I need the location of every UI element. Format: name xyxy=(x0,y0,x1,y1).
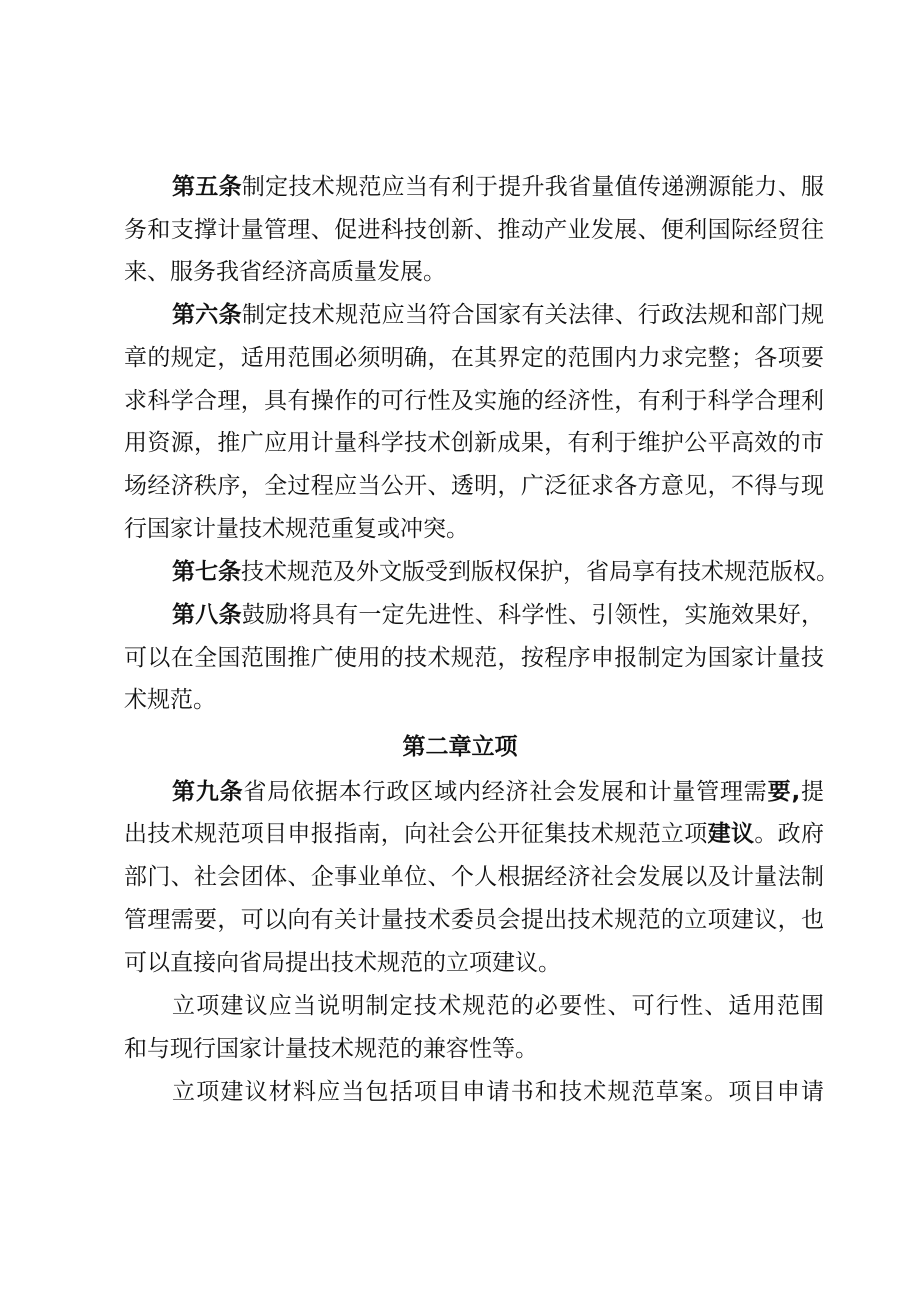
article-9-line-3: 部门、社会团体、企事业单位、个人根据经济社会发展以及计量法制 xyxy=(124,864,824,890)
proposal-content-line-2: 和与现行国家计量技术规范的兼容性等。 xyxy=(124,1036,538,1062)
article-8-text: 鼓励将具有一定先进性、科学性、引领性，实施效果好， xyxy=(241,602,825,628)
article-8-line-1 xyxy=(172,600,824,630)
article-6-text: 制定技术规范应当符合国家有关法律、行政法规和部门规 xyxy=(241,302,825,328)
article-7-heading: 第七条 xyxy=(172,559,241,585)
article-5-line-3: 来、服务我省经济高质量发展。 xyxy=(124,259,446,285)
proposal-content-line-1: 立项建议应当说明制定技术规范的必要性、可行性、适用范围 xyxy=(172,993,824,1019)
article-9-line-2 xyxy=(124,819,824,849)
article-9-text-a: 省局依据本行政区域内经济社会发展和计量管理需 xyxy=(243,779,768,805)
article-9-line-2-c: 。政府 xyxy=(754,821,825,847)
article-7-line-1 xyxy=(172,557,839,587)
article-5-heading: 第五条 xyxy=(172,174,242,200)
article-6-line-2: 章的规定，适用范围必须明确，在其界定的范围内力求完整；各项要 xyxy=(124,345,824,371)
article-8-line-2: 可以在全国范围推广使用的技术规范，按程序申报制定为国家计量技 xyxy=(124,645,824,671)
article-6-line-1 xyxy=(172,300,824,330)
article-9-text-c: 提 xyxy=(800,779,825,805)
article-6-line-4: 用资源，推广应用计量科学技术创新成果，有利于维护公平高效的市 xyxy=(124,430,824,456)
article-8-line-3: 术规范。 xyxy=(124,687,216,713)
article-6-line-6: 行国家计量技术规范重复或冲突。 xyxy=(124,516,469,542)
article-8-heading: 第八条 xyxy=(172,602,242,628)
article-7-text: 技术规范及外文版受到版权保护，省局享有技术规范版权。 xyxy=(241,559,839,585)
article-6-line-3: 求科学合理，具有操作的可行性及实施的经济性，有利于科学合理利 xyxy=(124,388,824,414)
proposal-materials-line-1: 立项建议材料应当包括项目申请书和技术规范草案。项目申请 xyxy=(172,1079,824,1105)
article-6-heading: 第六条 xyxy=(172,302,242,328)
chapter-2-title: 第二章立项 xyxy=(402,734,518,760)
article-9-line-5: 可以直接向省局提出技术规范的立项建议。 xyxy=(124,950,561,976)
article-9-text-b: 要, xyxy=(767,779,801,805)
article-5-line-1 xyxy=(172,172,824,202)
article-9-heading: 第九条 xyxy=(172,779,244,805)
article-5-line-2: 务和支撑计量管理、促进科技创新、推动产业发展、便利国际经贸往 xyxy=(124,217,824,243)
article-9-line-2-b: 建议 xyxy=(707,821,755,847)
article-5-text: 制定技术规范应当有利于提升我省量值传递溯源能力、服 xyxy=(241,174,825,200)
article-9-line-4: 管理需要，可以向有关计量技术委员会提出技术规范的立项建议，也 xyxy=(124,907,824,933)
article-6-line-5: 场经济秩序，全过程应当公开、透明，广泛征求各方意见，不得与现 xyxy=(124,473,824,499)
article-9-line-1 xyxy=(172,777,824,807)
article-9-line-2-a: 出技术规范项目申报指南，向社会公开征集技术规范立项 xyxy=(124,821,708,847)
